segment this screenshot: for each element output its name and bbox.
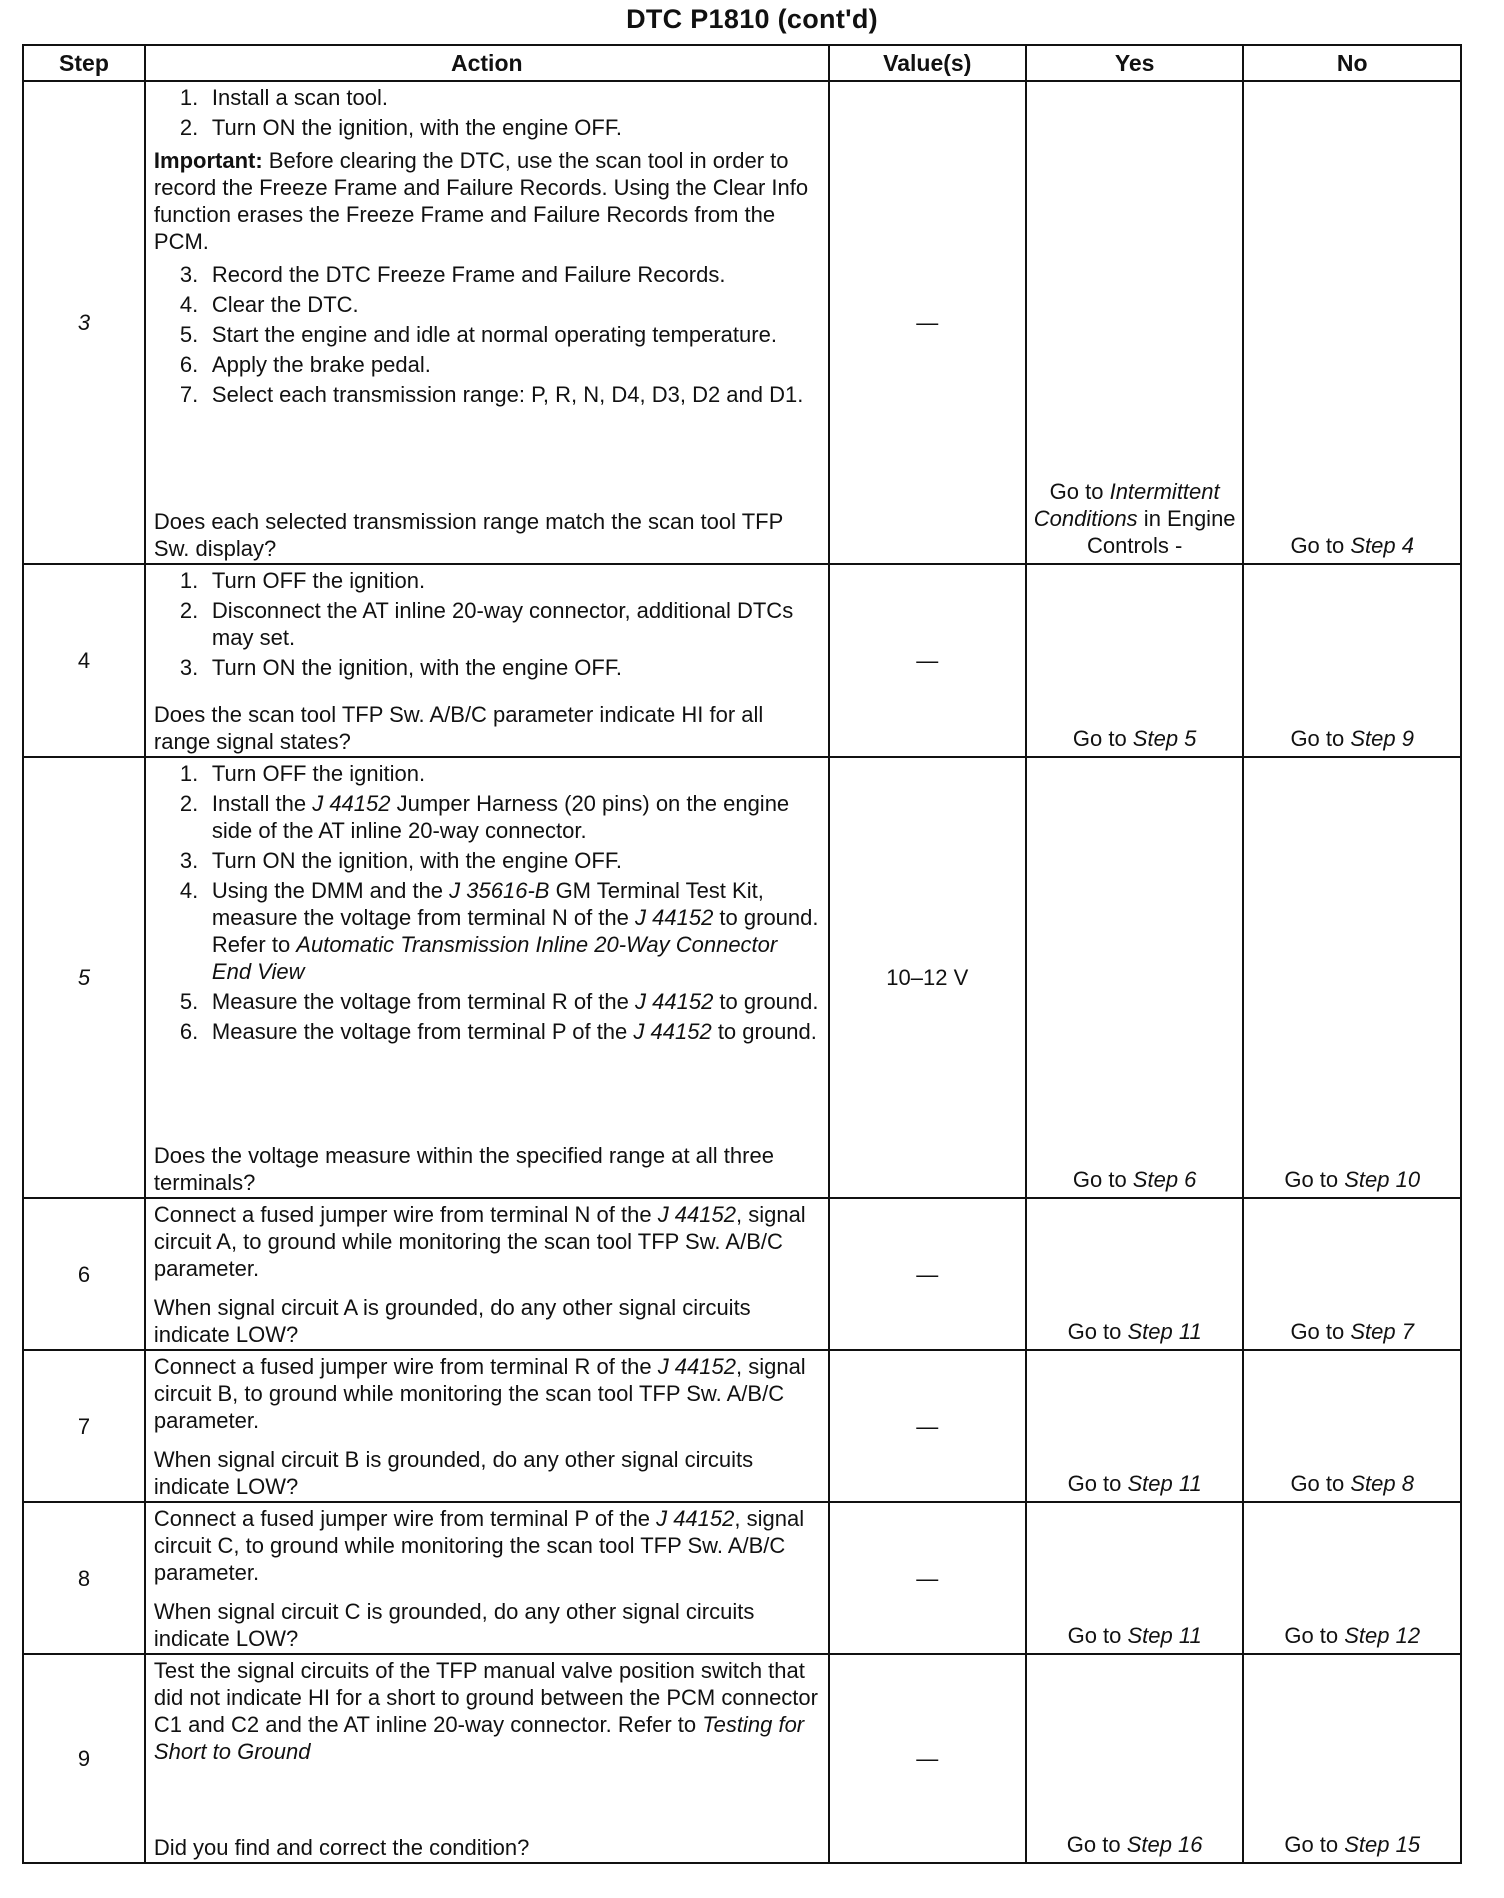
action-question: Did you find and correct the condition? — [153, 1835, 530, 1860]
no-cell: Go to Step 7 — [1243, 1198, 1461, 1350]
list-item: 4. Using the DMM and the J 35616-B GM Terminal Test Kit, measure the voltage from terminal N of the J 44152 to ground. Refer to Automatic Transmission Inline 20-Way Connector End View — [179, 878, 819, 984]
action-cell — [145, 1654, 829, 1863]
value-cell: — — [829, 1350, 1026, 1502]
yes-cell: Go to Step 16 — [1026, 1654, 1244, 1863]
step-number: 8 — [23, 1502, 145, 1654]
no-cell: Go to Step 8 — [1243, 1350, 1461, 1502]
list-item: 6. Measure the voltage from terminal P of the J 44152 to ground. — [179, 1019, 817, 1044]
action-question: When signal circuit B is grounded, do any other signal circuits indicate LOW? — [153, 1447, 754, 1499]
list-item: 5. Measure the voltage from terminal R of the J 44152 to ground. — [179, 989, 819, 1014]
action-cell — [145, 1502, 829, 1654]
action-text: Connect a fused jumper wire from terminal N of the J 44152, signal circuit A, to ground while monitoring the scan tool TFP Sw. A/B/C parameter. — [153, 1202, 806, 1281]
step-number: 6 — [23, 1198, 145, 1350]
list-item: 5. Start the engine and idle at normal operating temperature. — [179, 322, 777, 347]
list-item: 2. Turn ON the ignition, with the engine OFF. — [179, 115, 622, 140]
step-number: 5 — [23, 757, 145, 1198]
value-cell: — — [829, 1502, 1026, 1654]
action-question: Does the scan tool TFP Sw. A/B/C parameter indicate HI for all range signal states? — [153, 702, 764, 754]
table-row-step-3 — [23, 81, 1461, 564]
value-cell: — — [829, 1198, 1026, 1350]
yes-cell: Go to Step 11 — [1026, 1502, 1244, 1654]
action-cell — [145, 1198, 829, 1350]
yes-cell: Go to Step 11 — [1026, 1350, 1244, 1502]
header-yes: Yes — [1026, 45, 1244, 81]
important-note: Important: Before clearing the DTC, use the scan tool in order to record the Freeze Frame and Failure Records. Using the Clear Info function erases the Freeze Frame and Failure Records from the PCM. — [153, 148, 809, 254]
list-item: 1. Turn OFF the ignition. — [179, 761, 426, 786]
yes-cell: Go to Step 11 — [1026, 1198, 1244, 1350]
action-question: Does the voltage measure within the specified range at all three terminals? — [153, 1143, 774, 1195]
step-number: 3 — [23, 81, 145, 564]
list-item: 3. Turn ON the ignition, with the engine OFF. — [179, 655, 622, 680]
table-row-step-6 — [23, 1198, 1461, 1350]
no-cell: Go to Step 15 — [1243, 1654, 1461, 1863]
list-item: 2. Install the J 44152 Jumper Harness (20 pins) on the engine side of the AT inline 20-way connector. — [179, 791, 790, 843]
list-item: 3. Record the DTC Freeze Frame and Failure Records. — [179, 262, 726, 287]
action-cell — [145, 81, 829, 564]
no-cell: Go to Step 10 — [1243, 757, 1461, 1198]
table-row-step-9 — [23, 1654, 1461, 1863]
action-list — [154, 567, 820, 684]
list-item: 4. Clear the DTC. — [179, 292, 359, 317]
list-item: 1. Turn OFF the ignition. — [179, 568, 426, 593]
no-cell: Go to Step 12 — [1243, 1502, 1461, 1654]
list-item: 7. Select each transmission range: P, R, N, D4, D3, D2 and D1. — [179, 382, 804, 407]
action-text: Connect a fused jumper wire from terminal P of the J 44152, signal circuit C, to ground while monitoring the scan tool TFP Sw. A/B/C parameter. — [153, 1506, 805, 1585]
no-cell: Go to Step 4 — [1243, 81, 1461, 564]
table-row-step-8 — [23, 1502, 1461, 1654]
header-action: Action — [145, 45, 829, 81]
no-cell: Go to Step 9 — [1243, 564, 1461, 757]
action-question: When signal circuit A is grounded, do any other signal circuits indicate LOW? — [153, 1295, 751, 1347]
list-item: 6. Apply the brake pedal. — [179, 352, 431, 377]
action-cell — [145, 757, 829, 1198]
page-title: DTC P1810 (cont'd) — [626, 4, 878, 34]
action-cell — [145, 1350, 829, 1502]
value-cell: — — [829, 564, 1026, 757]
list-item: 1. Install a scan tool. — [179, 85, 389, 110]
action-question: Does each selected transmission range match the scan tool TFP Sw. display? — [153, 509, 783, 561]
diagnostic-table — [22, 44, 1462, 1864]
step-number: 4 — [23, 564, 145, 757]
table-header-row — [23, 45, 1461, 81]
step-number: 7 — [23, 1350, 145, 1502]
yes-cell: Go to Step 5 — [1026, 564, 1244, 757]
table-row-step-4 — [23, 564, 1461, 757]
table-row-step-5 — [23, 757, 1461, 1198]
header-step: Step — [23, 45, 145, 81]
list-item: 3. Turn ON the ignition, with the engine OFF. — [179, 848, 622, 873]
yes-cell: Go to Step 6 — [1026, 757, 1244, 1198]
value-cell: — — [829, 1654, 1026, 1863]
value-cell: 10–12 V — [829, 757, 1026, 1198]
action-cell — [145, 564, 829, 757]
step-number: 9 — [23, 1654, 145, 1863]
action-list — [154, 84, 820, 141]
action-text: Test the signal circuits of the TFP manual valve position switch that did not indicate HI for a short to ground between the PCM connector C1 and C2 and the AT inline 20-way connector. Refer to Testing for Short to Ground — [153, 1658, 818, 1764]
action-text: Connect a fused jumper wire from terminal R of the J 44152, signal circuit B, to ground while monitoring the scan tool TFP Sw. A/B/C parameter. — [153, 1354, 806, 1433]
table-row-step-7 — [23, 1350, 1461, 1502]
action-question: When signal circuit C is grounded, do any other signal circuits indicate LOW? — [153, 1599, 755, 1651]
list-item: 2. Disconnect the AT inline 20-way connector, additional DTCs may set. — [179, 598, 794, 650]
action-list — [154, 261, 820, 408]
yes-cell: Go to Intermittent Conditions in Engine Controls - — [1026, 81, 1244, 564]
action-list — [154, 760, 820, 1048]
header-no: No — [1243, 45, 1461, 81]
header-values: Value(s) — [829, 45, 1026, 81]
value-cell: — — [829, 81, 1026, 564]
